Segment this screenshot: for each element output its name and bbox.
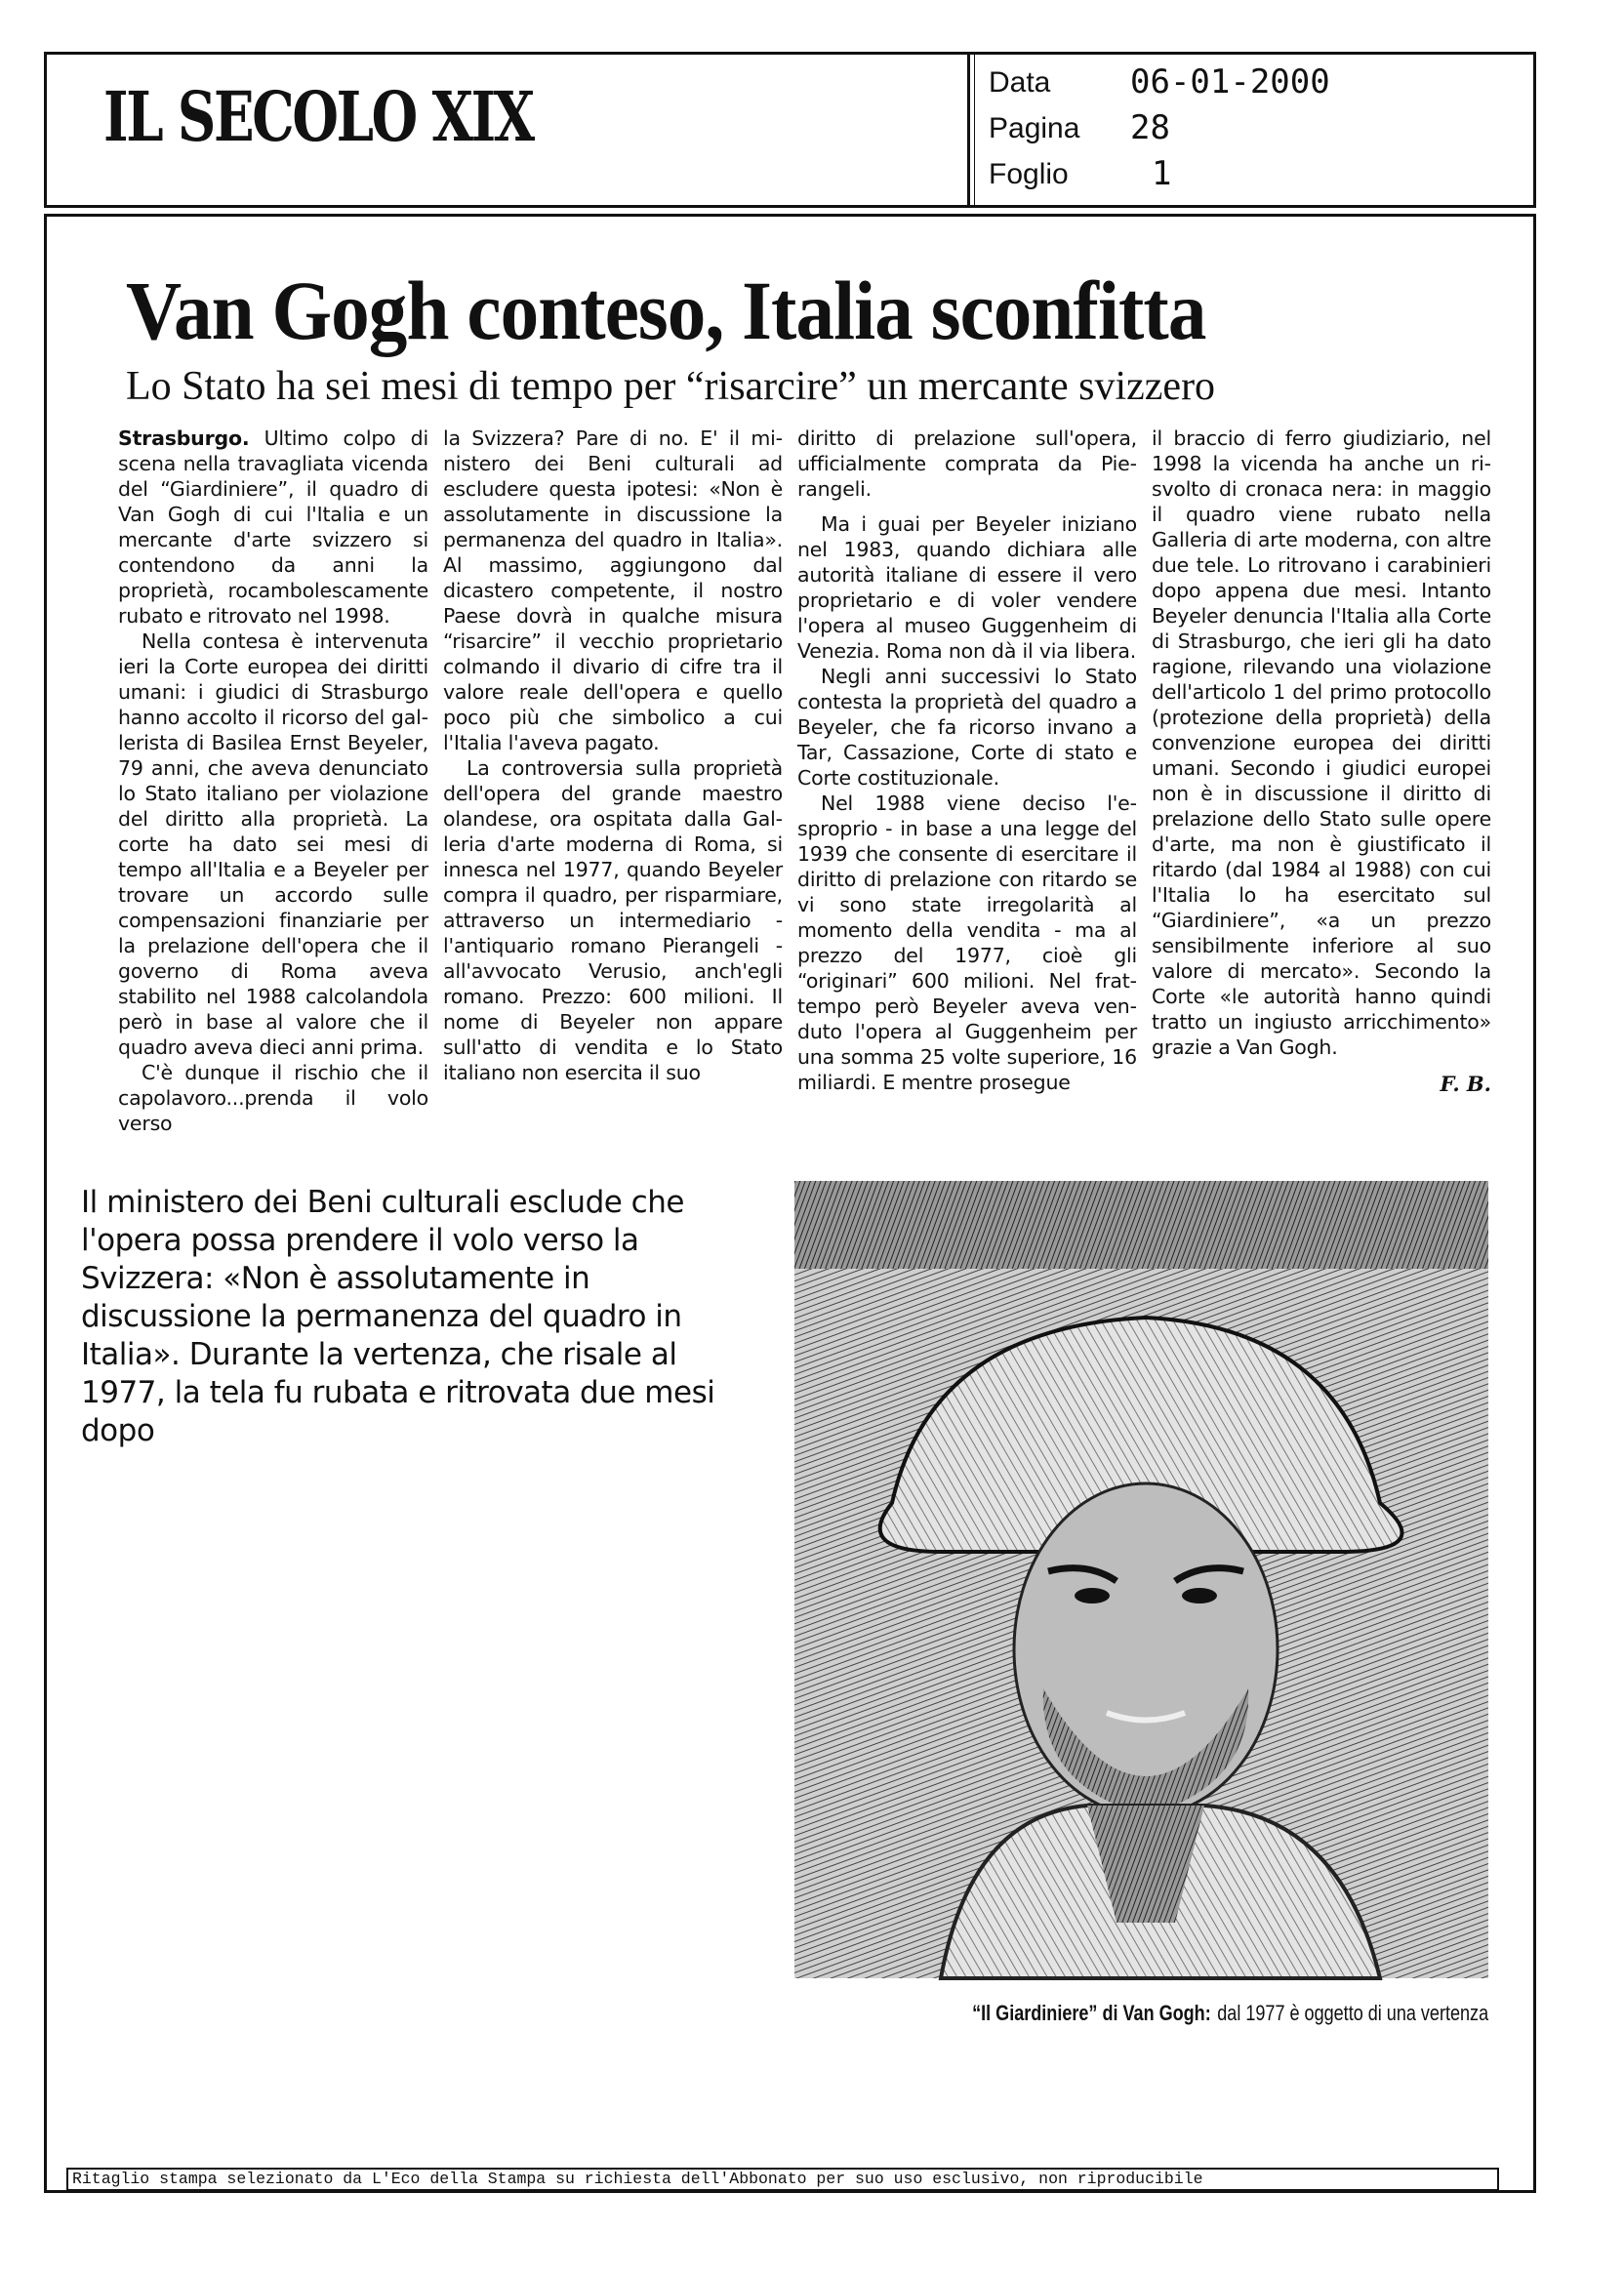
header-divider-thin	[974, 55, 975, 205]
article-headline: Van Gogh conteso, Italia sconfitta	[126, 264, 1206, 357]
article-subtitle: Lo Stato ha sei mesi di tempo per “risarcire” un mercante svizzero	[126, 364, 1216, 409]
date-label: Data	[989, 66, 1051, 99]
pull-quote: Il ministero dei Beni culturali esclude che l'opera possa prendere il volo verso la Svizzera: «Non è assolutamente in discussione la permanenza del quadro in Italia». Durante la vertenza, che risale al 1977, la tela fu rubata e ritrovata due mesi dopo	[81, 1185, 715, 1448]
paragraph: Nella contesa è intervenuta ieri la Corte europea dei diritti umani: i giudici di Strasburgo hanno accolto il ricorso del gallerista di Basilea Ernst Beyeler, 79 anni, che aveva denunciato lo Stato italiano per violazione del diritto alla proprietà. La corte ha dato sei mesi di tempo all'Italia e a Beyeler per trovare un accordo sulle compensazioni finanziarie per la prelazione dell'opera che il governo di Roma aveva stabilito nel 1988 calcolandola però in base al valore che il quadro aveva dieci anni prima.	[118, 629, 428, 1059]
sheet-value: 1	[1152, 154, 1172, 193]
paragraph: Ma i guai per Beyeler iniziano nel 1983, quando dichiara alle autorità italiane di essere il vero proprietario e di voler vendere l'opera al museo Guggenheim di Venezia. Roma non dà il via libera.	[797, 512, 1137, 663]
article-column-4	[1152, 426, 1491, 1060]
page-value: 28	[1130, 108, 1170, 147]
paragraph: Negli anni successivi lo Stato contesta la proprietà del quadro a Beyeler, che fa ricorso invano a Tar, Cassazione, Corte di stato e Corte costituzionale.	[797, 665, 1137, 790]
caption-text: dal 1977 è oggetto di una vertenza	[1217, 2001, 1488, 2025]
caption-title: “Il Giardiniere” di Van Gogh:	[972, 2001, 1211, 2025]
date-value: 06-01-2000	[1130, 62, 1330, 102]
newspaper-masthead: IL SECOLO XIX	[103, 76, 533, 157]
image-caption	[972, 2001, 1488, 2026]
paragraph	[118, 426, 428, 629]
paragraph: Nel 1988 viene deciso l'esproprio - in base a una legge del 1939 che consente di esercitare il diritto di prelazione con ritardo se vi sono state irregolarità al momento della vendita - ma al prezzo del 1977, cioè gli “originari” 600 milioni. Nel frattempo però Beyeler aveva venduto l'opera al Guggenheim per una somma 25 volte superiore, 16 miliardi. E mentre prosegue	[797, 792, 1137, 1094]
paragraph-text: Ultimo colpo di scena nella travagliata vicenda del “Giardiniere”, il quadro di Van Gogh di cui l'Italia e un mercante d'arte svizzero si contendono da anni la proprietà, rocambolescamente rubato e ritrovato nel 1998.	[118, 426, 428, 628]
paragraph: C'è dunque il rischio che il capolavoro...prenda il volo verso	[118, 1061, 428, 1135]
paragraph: la Svizzera? Pare di no. E' il ministero dei Beni culturali ad escludere questa ipotesi: «Non è assolutamente in discussione la permanenza del quadro in Italia». Al massimo, aggiungono dal dicastero competente, il nostro Paese dovrà in qualche misura “risarcire” il vecchio proprietario colmando il divario di cifre tra il valore reale dell'opera e quello poco più che simbolico a cui l'Italia l'aveva pagato.	[443, 426, 783, 754]
clipping-service-notice: Ritaglio stampa selezionato da L'Eco della Stampa su richiesta dell'Abbonato per suo uso esclusivo, non riproducibile	[66, 2168, 1499, 2191]
van-gogh-painting-image	[794, 1181, 1488, 1978]
paragraph: La controversia sulla proprietà dell'opera del grande maestro olandese, ora ospitata dalla Galleria d'arte moderna di Roma, si innesca nel 1977, quando Beyeler compra il quadro, per risparmiare, attraverso un intermediario - l'antiquario romano Pierangeli - all'avvocato Verusio, anch'egli romano. Prezzo: 600 milioni. Il nome di Beyeler non appare sull'atto di vendita e lo Stato italiano non esercita il suo	[443, 756, 783, 1084]
paragraph: il braccio di ferro giudiziario, nel 1998 la vicenda ha anche un risvolto di cronaca nera: in maggio il quadro viene rubato nella Galleria di arte moderna, con altre due tele. Lo ritrovano i carabinieri dopo appena due mesi. Intanto Beyeler denuncia l'Italia alla Corte di Strasburgo, che ieri gli ha dato ragione, rilevando una violazione dell'articolo 1 del primo protocollo (protezione della proprietà) della convenzione europea dei diritti umani. Secondo i giudici europei non è in discussione il diritto di prelazione dello Stato sulle opere d'arte, ma non è giustificato il ritardo (dal 1984 al 1988) con cui l'Italia lo ha esercitato sul “Giardiniere”, «a un prezzo sensibilmente inferiore al suo valore di mercato». Secondo la Corte «le autorità hanno quindi tratto un ingiusto arricchimento» grazie a Van Gogh.	[1152, 426, 1491, 1059]
dateline: Strasburgo.	[118, 426, 250, 450]
article-column-1	[118, 426, 428, 1136]
paragraph: diritto di prelazione sull'opera, ufficialmente comprata da Pierangeli.	[797, 426, 1137, 501]
header-divider	[967, 55, 970, 205]
sheet-label: Foglio	[989, 158, 1069, 190]
page-label: Pagina	[989, 112, 1080, 144]
article-column-3	[797, 426, 1137, 1095]
byline: F. B.	[1440, 1072, 1491, 1096]
clipping-header	[44, 52, 1536, 208]
article-column-2	[443, 426, 783, 1085]
